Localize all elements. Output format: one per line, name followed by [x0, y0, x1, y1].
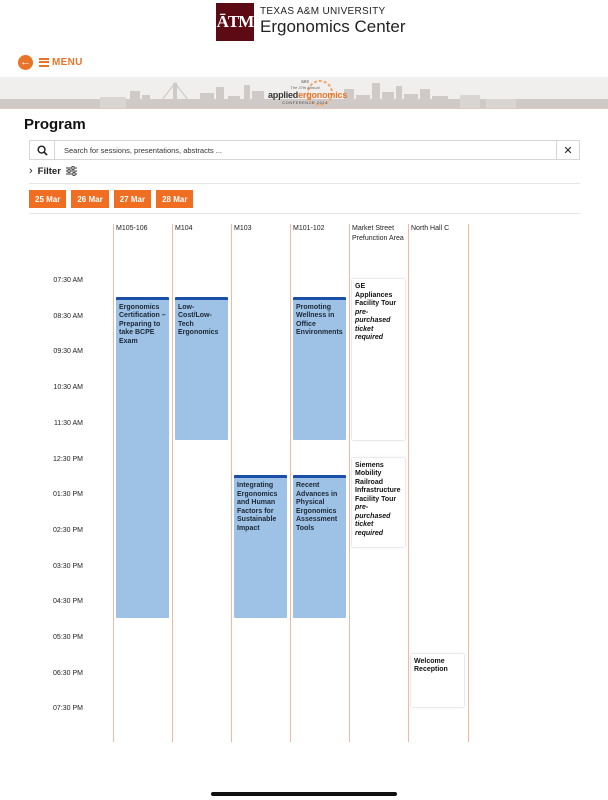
search-bar	[29, 140, 580, 160]
time-label: 05:30 PM	[53, 634, 83, 641]
filter-toggle[interactable]	[29, 164, 77, 178]
room-header: M105-106	[116, 225, 148, 232]
time-label: 09:30 AM	[53, 348, 83, 356]
column-divider	[290, 224, 291, 742]
divider	[29, 183, 580, 184]
time-label: 07:30 PM	[53, 705, 83, 713]
time-label: 11:30 AM	[53, 419, 83, 427]
time-label: 04:30 PM	[53, 598, 83, 606]
back-arrow-icon[interactable]: ←	[20, 56, 31, 68]
date-tab-26-mar[interactable]: 26 Mar	[71, 190, 108, 208]
site-header	[0, 0, 608, 46]
page-title: Program	[24, 116, 86, 133]
conference-logo[interactable]	[268, 79, 348, 107]
time-label: 03:30 PM	[53, 562, 83, 570]
session-note: pre-purchased ticket required	[355, 504, 391, 537]
time-label: 08:30 AM	[53, 312, 83, 320]
tamu-logo[interactable]: ĀTM	[216, 3, 254, 41]
column-divider	[172, 224, 173, 742]
search-input[interactable]	[56, 141, 556, 159]
room-header: M101-102	[293, 225, 325, 232]
clear-search-icon[interactable]: ✕	[556, 141, 579, 159]
session-title: Integrating Ergonomics and Human Factors for Sustainable Impact	[237, 482, 278, 532]
sliders-icon	[66, 166, 77, 176]
date-tabs	[29, 190, 198, 208]
session-title: Welcome Reception	[414, 657, 448, 674]
home-indicator	[211, 792, 397, 796]
session-title: GE Appliances Facility Tour	[355, 283, 397, 307]
filter-label: Filter	[37, 165, 61, 177]
session-card[interactable]	[234, 475, 287, 618]
room-header: M104	[175, 225, 193, 232]
time-label: 02:30 PM	[53, 526, 83, 534]
room-header: North Hall C	[411, 225, 450, 232]
session-title: Siemens Mobility Railroad Infrastructure Facility Tour	[355, 461, 401, 503]
column-divider	[349, 224, 350, 742]
hamburger-icon[interactable]	[39, 58, 49, 67]
time-label: 06:30 PM	[53, 669, 83, 677]
time-label: 07:30 AM	[53, 277, 83, 284]
brand-prefix: applied	[268, 90, 299, 100]
menu-bar	[18, 54, 83, 70]
column-divider	[468, 224, 469, 742]
date-tab-27-mar[interactable]: 27 Mar	[114, 190, 151, 208]
center-name: Ergonomics Center	[260, 17, 406, 36]
session-title: Promoting Wellness in Office Environments	[296, 303, 343, 337]
divider	[29, 213, 580, 214]
session-note: pre-purchased ticket required	[355, 308, 391, 341]
room-header: M103	[234, 225, 252, 232]
session-title: Low-Cost/Low-Tech Ergonomics	[178, 303, 219, 337]
session-card[interactable]	[411, 654, 464, 708]
session-card[interactable]	[352, 279, 405, 440]
time-label: 01:30 PM	[53, 491, 83, 499]
session-card[interactable]	[116, 297, 169, 618]
session-card[interactable]	[293, 475, 346, 618]
session-card[interactable]	[352, 458, 405, 547]
session-card[interactable]	[175, 297, 228, 440]
schedule-grid	[0, 218, 608, 742]
time-label: 12:30 PM	[53, 455, 83, 463]
banner-brand	[268, 90, 348, 100]
room-header: Market Street Prefunction Area	[352, 225, 404, 242]
column-divider	[231, 224, 232, 742]
conference-banner	[0, 77, 608, 109]
session-title: Recent Advances in Physical Ergonomics Assessment Tools	[296, 482, 338, 532]
university-name: TEXAS A&M UNIVERSITY	[260, 6, 386, 17]
banner-conference: CONFERENCE 2024	[282, 100, 328, 105]
banner-annual: The 37th Annual	[290, 85, 320, 90]
search-icon[interactable]	[30, 141, 55, 159]
brand-main: ergonomics	[298, 90, 348, 100]
column-divider	[113, 224, 114, 742]
session-card[interactable]	[293, 297, 346, 440]
time-label: 10:30 AM	[53, 384, 83, 392]
banner-org: aes	[300, 79, 310, 85]
chevron-right-icon: ›	[29, 165, 33, 177]
menu-button[interactable]: MENU	[52, 56, 83, 68]
column-divider	[408, 224, 409, 742]
session-title: Ergonomics Certification – Preparing to take BCPE Exam	[119, 303, 166, 345]
date-tab-25-mar[interactable]: 25 Mar	[29, 190, 66, 208]
date-tab-28-mar[interactable]: 28 Mar	[156, 190, 193, 208]
